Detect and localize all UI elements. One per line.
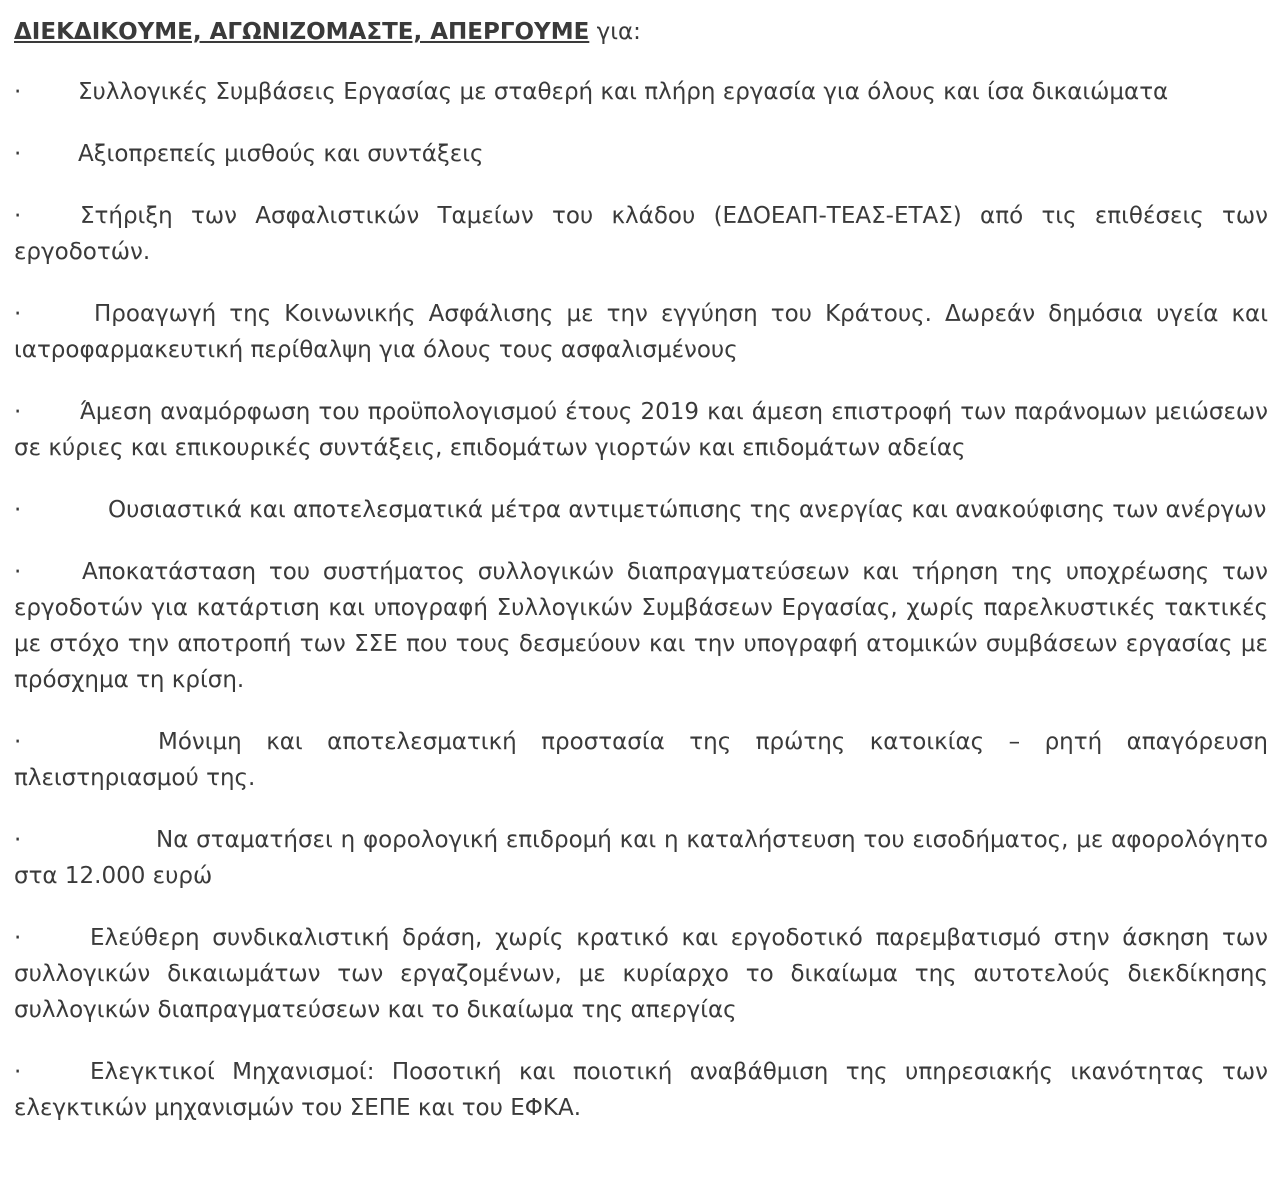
list-item-text: Άμεση αναμόρφωση του προϋπολογισμού έτους 2019 και άμεση επιστροφή των παράνομων μειώσεων σε κύριες και επικουρικές συντάξεις, επιδομάτων γιορτών και επιδομάτων αδείας: [14, 399, 1268, 461]
list-item-text: Συλλογικές Συμβάσεις Εργασίας με σταθερή και πλήρη εργασία για όλους και ίσα δικαιώματα: [78, 79, 1169, 105]
bullet-icon: ·: [14, 827, 22, 853]
bullet-icon: ·: [14, 399, 22, 425]
bullet-icon: ·: [14, 203, 22, 229]
bullet-icon: ·: [14, 729, 22, 755]
list-item: [14, 1054, 1268, 1126]
bullet-icon: ·: [14, 1059, 22, 1085]
list-item: [14, 74, 1268, 110]
list-item: [14, 136, 1268, 172]
bullet-icon: ·: [14, 925, 22, 951]
list-item: [14, 492, 1268, 528]
list-item: [14, 822, 1268, 894]
list-item-text: Αποκατάσταση του συστήματος συλλογικών διαπραγματεύσεων και τήρηση της υποχρέωσης των εργοδοτών για κατάρτιση και υπογραφή Συλλογικών Συμβάσεων Εργασίας, χωρίς παρελκυστικές τακτικές με στόχο την αποτροπή των ΣΣΕ που τους δεσμεύουν και την υπογραφή ατομικών συμβάσεων εργασίας με πρόσχημα τη κρίση.: [14, 559, 1268, 693]
list-item: [14, 554, 1268, 698]
list-item-text: Στήριξη των Ασφαλιστικών Ταμείων του κλάδου (ΕΔΟΕΑΠ-ΤΕΑΣ-ΕΤΑΣ) από τις επιθέσεις των εργοδοτών.: [14, 203, 1268, 265]
list-item-text: Ουσιαστικά και αποτελεσματικά μέτρα αντιμετώπισης της ανεργίας και ανακούφισης των ανέργων: [108, 497, 1267, 523]
document-body: [14, 0, 1268, 1126]
list-item-text: Να σταματήσει η φορολογική επιδρομή και η καταλήστευση του εισοδήματος, με αφορολόγητο στα 12.000 ευρώ: [14, 827, 1268, 889]
bullet-icon: ·: [14, 79, 22, 105]
bullet-icon: ·: [14, 559, 22, 585]
list-item-text: Προαγωγή της Κοινωνικής Ασφάλισης με την εγγύηση του Κράτους. Δωρεάν δημόσια υγεία και ιατροφαρμακευτική περίθαλψη για όλους τους ασφαλισμένους: [14, 301, 1268, 363]
list-item: [14, 296, 1268, 368]
heading-strong: ΔΙΕΚΔΙΚΟΥΜΕ, ΑΓΩΝΙΖΟΜΑΣΤΕ, ΑΠΕΡΓΟΥΜΕ: [14, 19, 590, 45]
heading: [14, 14, 1268, 50]
list-item-text: Ελεύθερη συνδικαλιστική δράση, χωρίς κρατικό και εργοδοτικό παρεμβατισμό στην άσκηση των συλλογικών δικαιωμάτων των εργαζομένων, με κυρίαρχο το δικαίωμα της αυτοτελούς διεκδίκησης συλλογικών διαπραγματεύσεων και το δικαίωμα της απεργίας: [14, 925, 1268, 1023]
bullet-icon: ·: [14, 497, 22, 523]
list-item-text: Αξιοπρεπείς μισθούς και συντάξεις: [78, 141, 484, 167]
list-item: [14, 198, 1268, 270]
list-item: [14, 394, 1268, 466]
bullet-icon: ·: [14, 301, 22, 327]
bullet-icon: ·: [14, 141, 22, 167]
list-item-text: Μόνιμη και αποτελεσματική προστασία της πρώτης κατοικίας – ρητή απαγόρευση πλειστηριασμού της.: [14, 729, 1268, 791]
heading-rest: για:: [589, 19, 641, 45]
list-item-text: Ελεγκτικοί Μηχανισμοί: Ποσοτική και ποιοτική αναβάθμιση της υπηρεσιακής ικανότητας των ελεγκτικών μηχανισμών του ΣΕΠΕ και του ΕΦΚΑ.: [14, 1059, 1268, 1121]
list-item: [14, 724, 1268, 796]
list-item: [14, 920, 1268, 1028]
